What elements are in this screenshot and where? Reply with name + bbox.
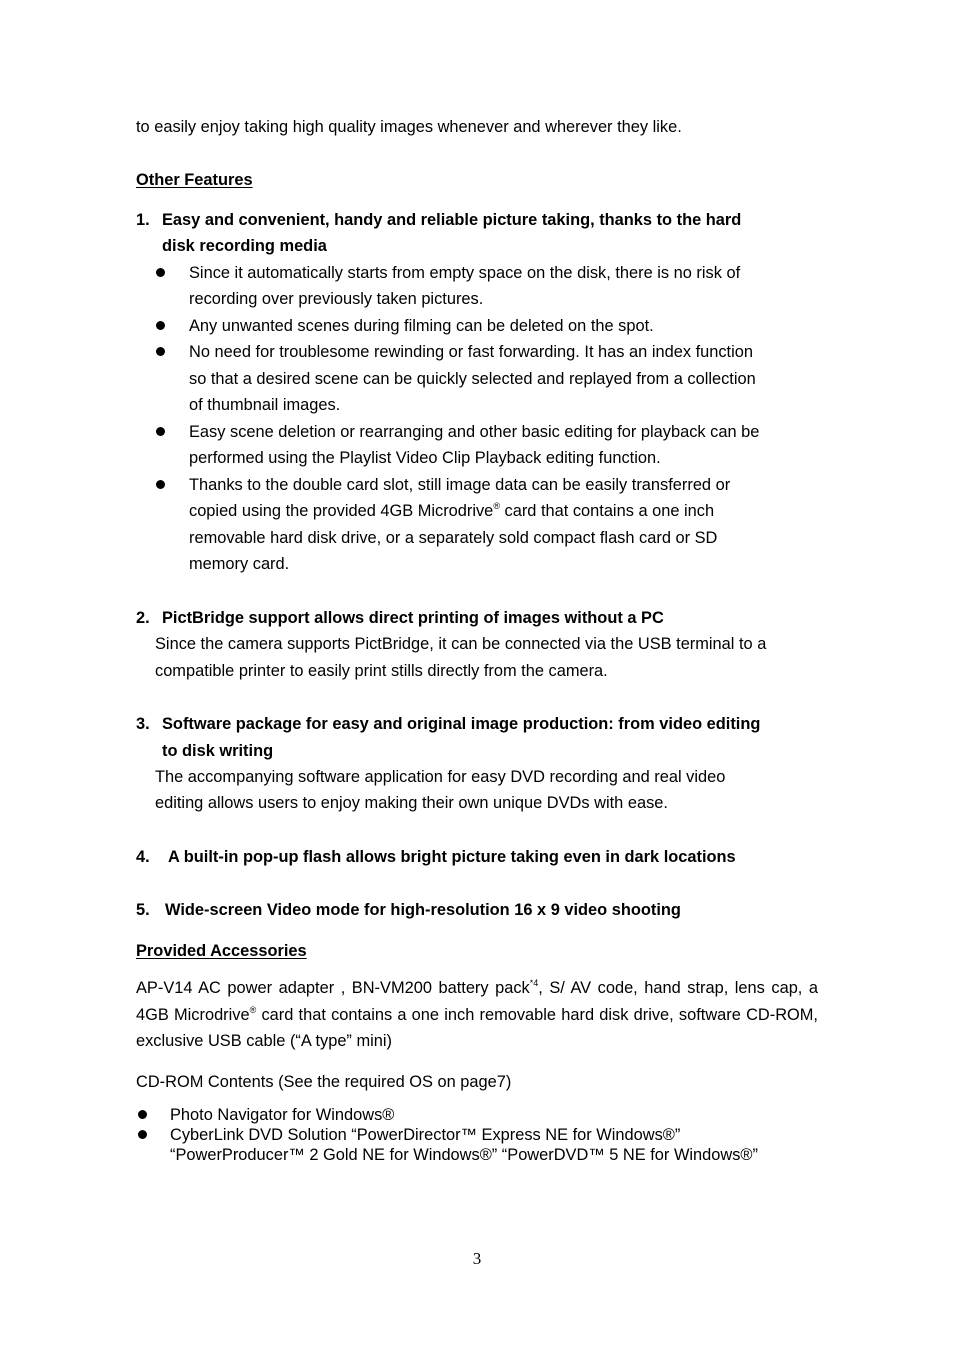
item-1-number: 1.: [136, 211, 150, 229]
item-3-title-line-1: Software package for easy and original image production: from video editing: [162, 715, 761, 733]
item-3-body-line-2: editing allows users to enjoy making their own unique DVDs with ease.: [155, 794, 668, 812]
bullet-2-line-1: Any unwanted scenes during filming can be deleted on the spot.: [189, 317, 654, 335]
item-3-body-line-1: The accompanying software application for easy DVD recording and real video: [155, 768, 726, 786]
cdrom-heading: CD-ROM Contents (See the required OS on page7): [136, 1073, 512, 1091]
bullet-dot: [156, 321, 165, 330]
footnote-mark: *4: [529, 978, 539, 988]
item-2-body-line-2: compatible printer to easily print stills directly from the camera.: [155, 662, 608, 680]
bullet-dot: [138, 1110, 147, 1119]
cdrom-item-2-line-1: CyberLink DVD Solution “PowerDirector™ Express NE for Windows®”: [170, 1126, 681, 1144]
bullet-5-line-1: Thanks to the double card slot, still image data can be easily transferred or: [189, 476, 731, 494]
item-4-title: A built-in pop-up flash allows bright picture taking even in dark locations: [168, 848, 736, 866]
bullet-3-line-3: of thumbnail images.: [189, 396, 341, 414]
bullet-3-line-1: No need for troublesome rewinding or fast forwarding. It has an index function: [189, 343, 753, 361]
other-features-heading: Other Features: [136, 171, 253, 189]
bullet-4-line-2: performed using the Playlist Video Clip Playback editing function.: [189, 449, 661, 467]
accessories-paragraph: AP-V14 AC power adapter , BN-VM200 battery pack$^{*4}$, S/ AV code, hand strap, lens cap, a 4GB Microdrive® card that contains a one inch removable hard disk drive, software CD-ROM, exclusive USB cable (“A type” mini): [136, 978, 819, 1050]
bullet-dot: [156, 480, 165, 489]
item-5-title: Wide-screen Video mode for high-resolution 16 x 9 video shooting: [165, 901, 681, 919]
registered-mark: ®: [249, 1004, 257, 1015]
bullet-dot: [138, 1130, 147, 1139]
page-number: 3: [472, 1249, 482, 1268]
item-1-title-line-2: disk recording media: [162, 237, 327, 255]
bullet-dot: [156, 427, 165, 436]
bullet-3-line-2: so that a desired scene can be quickly selected and replayed from a collection: [189, 370, 756, 388]
item-3-title-line-2: to disk writing: [162, 742, 274, 760]
bullet-dot: [156, 268, 165, 277]
bullet-5-line-4: memory card.: [189, 555, 290, 573]
cdrom-item-1: Photo Navigator for Windows®: [170, 1106, 395, 1124]
bullet-5-line-2: copied using the provided 4GB Microdrive® card that contains a one inch: [189, 501, 715, 520]
accessories-heading: Provided Accessories: [136, 942, 307, 960]
registered-mark: ®: [493, 501, 500, 511]
cdrom-item-2-line-2: “PowerProducer™ 2 Gold NE for Windows®” “PowerDVD™ 5 NE for Windows®”: [170, 1146, 758, 1164]
bullet-4-line-1: Easy scene deletion or rearranging and other basic editing for playback can be: [189, 423, 760, 441]
item-3-number: 3.: [136, 715, 150, 733]
bullet-dot: [156, 347, 165, 356]
intro-line: to easily enjoy taking high quality images whenever and wherever they like.: [136, 118, 682, 136]
bullet-5-line-3: removable hard disk drive, or a separately sold compact flash card or SD: [189, 529, 718, 547]
bullet-1-line-1: Since it automatically starts from empty space on the disk, there is no risk of: [189, 264, 741, 282]
item-2-title: PictBridge support allows direct printing of images without a PC: [162, 609, 664, 627]
item-1-title-line-1: Easy and convenient, handy and reliable picture taking, thanks to the hard: [162, 211, 742, 229]
item-4-number: 4.: [136, 848, 150, 866]
item-5-number: 5.: [136, 901, 150, 919]
item-2-number: 2.: [136, 609, 150, 627]
item-2-body-line-1: Since the camera supports PictBridge, it can be connected via the USB terminal to a: [155, 635, 767, 653]
bullet-1-line-2: recording over previously taken pictures.: [189, 290, 484, 308]
